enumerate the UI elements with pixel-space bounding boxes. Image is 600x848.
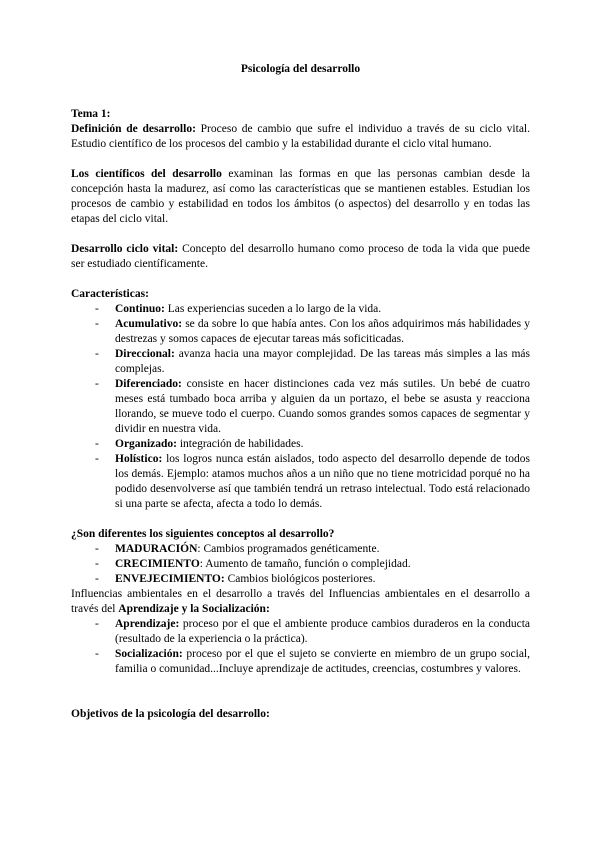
- list-item: [71, 557, 530, 572]
- list-item: [71, 377, 530, 437]
- paragraph: [71, 242, 530, 272]
- list-item-text: [115, 317, 530, 347]
- text-run: consiste en hacer distinciones cada vez más sutiles. Un bebé de cuatro meses está tumbado boca arriba y alguien da un portazo, el bebe se asusta y reacciona llorando, se mueve todo el cuerpo. Cuando somos grandes somos capaces de segmentar y dividir en nuestra vida.: [115, 378, 530, 435]
- section-heading: [71, 527, 530, 542]
- list-bullet: -: [95, 318, 99, 330]
- bold-text-run: ¿Son diferentes los siguientes conceptos al desarrollo?: [71, 528, 335, 540]
- bold-text-run: Direccional:: [115, 348, 179, 360]
- list-item-text: [115, 452, 530, 512]
- text-run: examinan las formas en que las personas cambian desde la concepción hasta la madurez, así como las características que se mantienen estables. Estudian los procesos de cambio y estabilidad en todos los ámbitos (o aspectos) del desarrollo y en todas las etapas del ciclo vital.: [71, 168, 530, 225]
- bold-text-run: Definición de desarrollo:: [71, 123, 201, 135]
- list-item: [71, 452, 530, 512]
- bold-text-run: Organizado:: [115, 438, 180, 450]
- text-run: : Aumento de tamaño, función o complejidad.: [199, 558, 411, 570]
- list-item: [71, 347, 530, 377]
- bold-text-run: Acumulativo:: [115, 318, 186, 330]
- blank-line: [71, 677, 530, 707]
- bold-text-run: Desarrollo ciclo vital:: [71, 243, 183, 255]
- text-run: Concepto del desarrollo humano como proceso de toda la vida que puede ser estudiado científicamente.: [71, 243, 530, 270]
- section-heading: [71, 707, 530, 722]
- blank-line: [71, 512, 530, 527]
- bold-text-run: Diferenciado:: [115, 378, 187, 390]
- blank-line: [71, 152, 530, 167]
- text-run: Proceso de cambio que sufre el individuo a través de su ciclo vital. Estudio científico de los procesos del cambio y la estabilidad durante el ciclo vital humano.: [71, 123, 530, 150]
- text-run: : Cambios programados genéticamente.: [197, 543, 380, 555]
- bold-text-run: Características:: [71, 288, 149, 300]
- text-run: los logros nunca están aislados, todo aspecto del desarrollo depende de todos los demás. Ejemplo: atamos muchos años a un niño que no tiene motricidad porqué no ha podido desenvolverse así que también tendrá un retraso intelectual. Todo está relacionado si una parte se afecta, afecta a todo lo demás.: [115, 453, 530, 510]
- paragraph: [71, 587, 530, 617]
- list-item: [71, 542, 530, 557]
- paragraph: [71, 167, 530, 227]
- text-run: proceso por el que el sujeto se convierte en miembro de un grupo social, familia o comunidad...Incluye aprendizaje de actitudes, creencias, costumbres y valores.: [115, 648, 530, 675]
- text-run: se da sobre lo que había antes. Con los años adquirimos más habilidades y destrezas y somos capaces de ejecutar tareas más soficiticadas.: [115, 318, 530, 345]
- list-bullet: -: [95, 348, 99, 360]
- bold-text-run: MADURACIÓN: [115, 543, 198, 555]
- list-item-text: [115, 437, 530, 452]
- bold-text-run: CRECIMIENTO: [115, 558, 200, 570]
- text-run: Cambios biológicos posteriores.: [227, 573, 376, 585]
- list-item: [71, 572, 530, 587]
- list-item-text: [115, 572, 530, 587]
- section-heading: [71, 287, 530, 302]
- list-item-text: [115, 542, 530, 557]
- list-item: [71, 647, 530, 677]
- list-item-text: [115, 302, 530, 317]
- list-bullet: -: [95, 573, 99, 585]
- list-bullet: -: [95, 558, 99, 570]
- list-bullet: -: [95, 438, 99, 450]
- list-item-text: [115, 617, 530, 647]
- bold-text-run: Aprendizaje:: [115, 618, 183, 630]
- bold-text-run: Continuo:: [115, 303, 168, 315]
- blank-line: [71, 272, 530, 287]
- text-run: proceso por el que el ambiente produce cambios duraderos en la conducta (resultado de la experiencia o la práctica).: [115, 618, 531, 645]
- bold-text-run: ENVEJECIMIENTO:: [115, 573, 228, 585]
- list-item-text: [115, 377, 530, 437]
- section-heading: [71, 107, 530, 122]
- list-item: [71, 617, 530, 647]
- text-run: integración de habilidades.: [179, 438, 304, 450]
- text-run: Influencias ambientales en el desarrollo a través del Influencias ambientales en el desarrollo a través del: [71, 588, 530, 615]
- paragraph: [71, 122, 530, 152]
- document-title: Psicología del desarrollo: [240, 63, 361, 75]
- bold-text-run: Socialización:: [115, 648, 187, 660]
- list-item-text: [115, 557, 530, 572]
- bold-text-run: Objetivos de la psicología del desarrollo:: [71, 708, 270, 720]
- blank-line: [71, 227, 530, 242]
- list-bullet: -: [95, 303, 99, 315]
- list-item: [71, 437, 530, 452]
- text-run: avanza hacia una mayor complejidad. De las tareas más simples a las más complejas.: [115, 348, 530, 375]
- list-bullet: -: [95, 543, 99, 555]
- text-run: Las experiencias suceden a lo largo de la vida.: [167, 303, 382, 315]
- bold-text-run: Aprendizaje y la Socialización:: [118, 603, 270, 615]
- list-bullet: -: [95, 453, 99, 465]
- list-bullet: -: [95, 648, 99, 660]
- list-item-text: [115, 347, 530, 377]
- document-content: [71, 107, 530, 722]
- list-item: [71, 317, 530, 347]
- list-bullet: -: [95, 378, 99, 390]
- list-item: [71, 302, 530, 317]
- bold-text-run: Tema 1:: [71, 108, 111, 120]
- bold-text-run: Los científicos del desarrollo: [71, 168, 229, 180]
- list-bullet: -: [95, 618, 99, 630]
- bold-text-run: Holístico:: [115, 453, 167, 465]
- list-item-text: [115, 647, 530, 677]
